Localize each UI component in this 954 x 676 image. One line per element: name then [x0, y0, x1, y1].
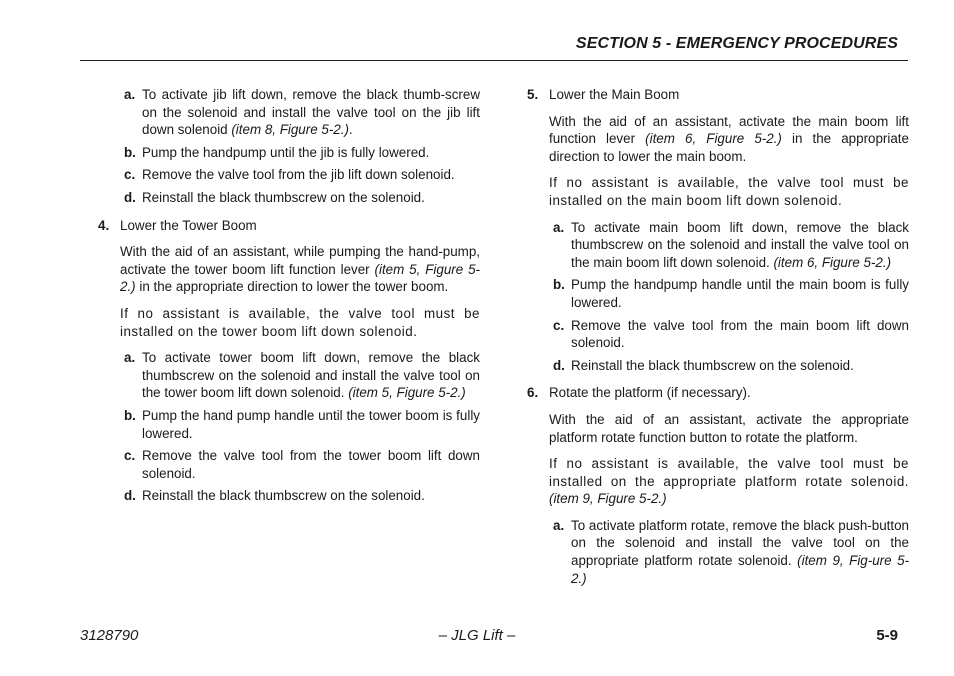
item-marker: b. — [553, 277, 565, 293]
paragraph: With the aid of an assistant, activate the main boom lift function lever (item 6, Figure 5-2.) in the appropriate direction to lower the main boom. — [549, 113, 909, 164]
figure-reference: (item 5, Figure 5-2.) — [348, 385, 466, 401]
item-text: To activate jib lift down, remove the black thumb-screw on the solenoid and install the valve tool on the jib lift down solenoid (item 8, Figure 5-2.). — [142, 87, 480, 138]
item-marker: a. — [124, 87, 136, 102]
item-marker: d. — [124, 189, 136, 205]
list-item — [553, 219, 909, 272]
figure-reference: (item 6, Figure 5-2.) — [645, 131, 782, 147]
section-title: SECTION 5 - EMERGENCY PROCEDURES — [575, 35, 898, 52]
step-heading — [527, 86, 909, 104]
paragraph: With the aid of an assistant, activate the appropriate platform rotate function button to rotate the platform. — [549, 411, 909, 445]
paragraph: If no assistant is available, the valve tool must be installed on the main boom lift down solenoid. — [549, 175, 909, 208]
step-title: Lower the Main Boom — [549, 87, 680, 102]
figure-reference: (item 9, Figure 5-2.) — [549, 491, 667, 507]
step-title: Rotate the platform (if necessary). — [549, 385, 751, 401]
list-item — [124, 407, 480, 442]
paragraph: If no assistant is available, the valve tool must be installed on the appropriate platform rotate solenoid. (item 9, Figure 5-2.) — [549, 456, 909, 507]
item-marker: c. — [124, 448, 136, 464]
item-marker: a. — [124, 350, 136, 366]
left-column — [98, 86, 480, 510]
item-text: Remove the valve tool from the main boom lift down solenoid. — [571, 317, 909, 351]
item-text: Reinstall the black thumbscrew on the solenoid. — [571, 357, 854, 373]
page-number: 5-9 — [876, 627, 898, 644]
list-item — [553, 357, 909, 375]
list-item — [553, 317, 909, 352]
item-text: Remove the valve tool from the tower boom lift down solenoid. — [142, 448, 480, 481]
step-title: Lower the Tower Boom — [120, 217, 257, 233]
item-marker: b. — [124, 144, 136, 160]
list-item — [553, 517, 909, 587]
paragraph: With the aid of an assistant, while pumping the hand-pump, activate the tower boom lift function lever (item 5, Figure 5-2.) in the appropriate direction to lower the tower boom. — [120, 244, 480, 295]
item-marker: c. — [124, 167, 136, 183]
figure-reference: (item 9, Fig-ure 5-2.) — [571, 553, 910, 586]
step-heading — [98, 217, 480, 235]
item-text: Remove the valve tool from the jib lift down solenoid. — [142, 167, 455, 183]
document-number: 3128790 — [80, 627, 139, 644]
list-item — [124, 86, 480, 139]
list-item — [124, 349, 480, 402]
item-text: Pump the handpump handle until the main boom is fully lowered. — [571, 277, 909, 310]
paragraph: If no assistant is available, the valve tool must be installed on the tower boom lift down solenoid. — [120, 305, 480, 339]
item-marker: a. — [553, 219, 565, 235]
item-text: Reinstall the black thumbscrew on the solenoid. — [142, 488, 425, 504]
item-text: Reinstall the black thumbscrew on the solenoid. — [142, 189, 425, 205]
footer-brand: – JLG Lift – — [438, 627, 516, 644]
item-text: Pump the handpump until the jib is fully lowered. — [142, 144, 430, 160]
step-heading — [527, 384, 909, 402]
item-text: Pump the hand pump handle until the tower boom is fully lowered. — [142, 407, 480, 441]
list-item — [553, 276, 909, 311]
item-marker: a. — [553, 517, 565, 533]
item-text: To activate platform rotate, remove the black push-button on the solenoid and install the valve tool on the appropriate platform rotate solenoid. (item 9, Fig-ure 5-2.) — [571, 517, 910, 586]
figure-reference: (item 8, Figure 5-2.) — [231, 122, 349, 138]
list-item — [124, 189, 480, 207]
list-item — [124, 166, 480, 184]
list-item — [124, 447, 480, 482]
item-text: To activate main boom lift down, remove the black thumbscrew on the solenoid and install the valve tool on the main boom lift down solenoid. (item 6, Figure 5-2.) — [571, 219, 909, 270]
list-item — [124, 487, 480, 505]
list-item — [124, 144, 480, 162]
figure-reference: (item 6, Figure 5-2.) — [773, 254, 892, 270]
step-number: 6. — [527, 385, 539, 401]
right-column — [527, 86, 909, 592]
item-marker: d. — [124, 488, 136, 504]
item-text: To activate tower boom lift down, remove the black thumbscrew on the solenoid and install the valve tool on the tower boom lift down solenoid. (item 5, Figure 5-2.) — [142, 350, 480, 401]
step-number: 4. — [98, 217, 110, 233]
figure-reference: (item 5, Figure 5-2.) — [120, 261, 480, 295]
item-marker: c. — [553, 317, 565, 333]
step-number: 5. — [527, 87, 539, 102]
item-marker: b. — [124, 407, 136, 423]
item-marker: d. — [553, 357, 565, 373]
header-divider — [80, 60, 908, 61]
